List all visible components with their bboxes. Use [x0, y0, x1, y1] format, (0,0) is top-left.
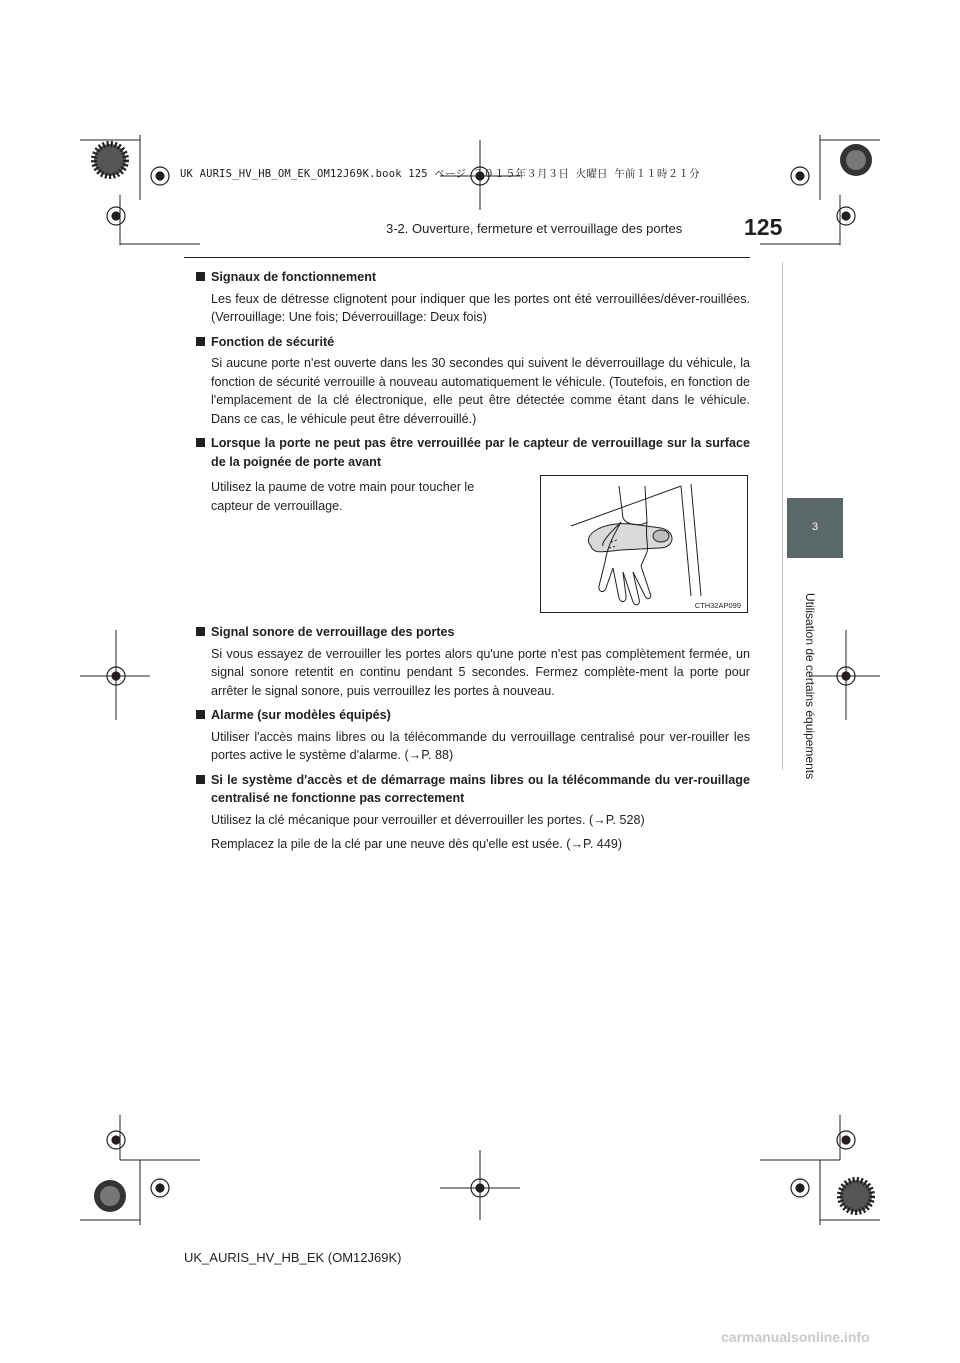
watermark: carmanualsonline.info [721, 1329, 870, 1345]
chapter-label: Utilisation de certains équipements [803, 593, 817, 780]
section-paragraph: Si vous essayez de verrouiller les portes alors qu'une porte n'est pas complètement fermée, un signal sonore retentit en continu pendant 5 secondes. Fermez complète-ment la porte pour arrêter le signal sonore, puis verrouillez les portes à nouveau. [211, 646, 750, 698]
section-heading: Signaux de fonctionnement [211, 268, 750, 287]
page-content [211, 268, 750, 860]
section-paragraph: Utilisez la paume de votre main pour toucher le capteur de verrouillage. [211, 480, 475, 513]
square-bullet-icon [196, 272, 205, 281]
square-bullet-icon [196, 775, 205, 784]
square-bullet-icon [196, 627, 205, 636]
section-heading: Si le système d'accès et de démarrage mains libres ou la télécommande du ver-rouillage centralisé ne fonctionne pas correctement [211, 771, 750, 808]
section-buzzer [211, 623, 750, 700]
chapter-tab [787, 498, 843, 558]
section-paragraph: Utilisez la clé mécanique pour verrouiller et déverrouiller les portes. (→P. 528) [211, 812, 645, 827]
chapter-number: 3 [811, 521, 819, 533]
section-paragraph: Les feux de détresse clignotent pour indiquer que les portes ont été verrouillées/déver-rouillées. (Verrouillage: Une fois; Déverrouillage: Deux fois) [211, 291, 750, 324]
section-paragraph: Remplacez la pile de la clé par une neuve dès qu'elle est usée. (→P. 449) [211, 837, 623, 851]
section-alarm [211, 706, 750, 765]
section-paragraph: Si aucune porte n'est ouverte dans les 30 secondes qui suivent le déverrouillage du véhicule, la fonction de sécurité verrouille à nouveau automatiquement le véhicule. (Toutefois, en fonction de l'emplacement de la clé électronique, elle peut être détectée comme étant dans le véhicule. Dans ce cas, le véhicule peut être déverrouillé.) [211, 356, 750, 426]
section-malfunction [211, 771, 750, 854]
section-lock-sensor [211, 434, 750, 613]
section-signals [211, 268, 750, 327]
square-bullet-icon [196, 438, 205, 447]
section-heading: Alarme (sur modèles équipés) [211, 706, 750, 725]
print-info: UK AURIS_HV_HB_OM_EK_OM12J69K.book 125 ページ ２０１５年３月３日 火曜日 午前１１時２１分 [180, 168, 700, 180]
page-number: 125 [744, 214, 783, 240]
square-bullet-icon [196, 337, 205, 346]
header-rule [184, 257, 750, 258]
illustration-hand-on-door-handle [540, 475, 748, 613]
section-heading: Signal sonore de verrouillage des portes [211, 623, 750, 642]
text-figure-row [211, 475, 750, 613]
square-bullet-icon [196, 710, 205, 719]
section-security [211, 333, 750, 429]
section-header-title: 3-2. Ouverture, fermeture et verrouillage des portes [386, 221, 683, 236]
footer-model-code: UK_AURIS_HV_HB_EK (OM12J69K) [184, 1250, 402, 1265]
section-paragraph: Utiliser l'accès mains libres ou la télécommande du verrouillage centralisé pour ver-rouiller les portes active le système d'alarme. (→P. 88) [211, 729, 750, 762]
section-heading: Lorsque la porte ne peut pas être verrouillée par le capteur de verrouillage sur la surface de la poignée de porte avant [211, 434, 750, 471]
figure-code: CTH32AP099 [694, 601, 741, 610]
section-heading: Fonction de sécurité [211, 333, 750, 352]
